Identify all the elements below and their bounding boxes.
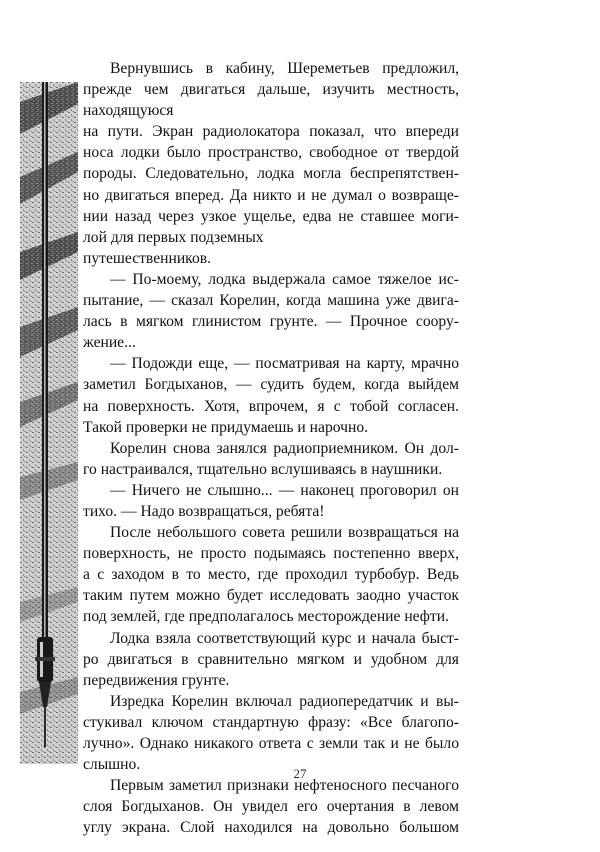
text-line: поверхность, не просто подымаясь постепенно вверх,	[83, 545, 459, 563]
text-line: тихо. — Надо возвращаться, ребята!	[83, 502, 325, 520]
text-line: Вернувшись в кабину, Шереметьев предложил,	[110, 60, 459, 77]
text-line: После небольшого совета решили возвращаться на	[110, 524, 459, 542]
paragraph	[83, 480, 459, 522]
text-line: находящуюся	[83, 102, 174, 120]
text-line: — Подожди еще, — посматривая на карту, мрачно	[110, 355, 459, 373]
text-line: породы. Следовательно, лодка могла беспрепятствен-	[83, 165, 459, 183]
text-line: а с заходом в то место, где проходил турбобур. Ведь	[83, 566, 459, 584]
body-text	[83, 58, 459, 838]
text-line: заметил Богдыханов, — судить будем, когда выйдем	[83, 376, 459, 394]
paragraph	[83, 58, 459, 121]
text-line: пытание, — сказал Корелин, когда машина уже двига-	[83, 292, 459, 310]
paragraph	[83, 121, 459, 248]
margin-illustration	[20, 82, 78, 764]
text-line: но двигаться вперед. Да никто и не думал о возвраще-	[83, 186, 459, 204]
paragraph	[83, 269, 459, 353]
text-line: путешественников.	[83, 249, 212, 267]
text-line: жение...	[83, 334, 136, 352]
text-line: лучно». Однако никакого ответа с земли так и не было	[83, 735, 459, 752]
text-line: углу экрана. Слой находился на довольно большом	[83, 819, 459, 837]
text-line: лой для первых подземных	[83, 228, 264, 246]
page-number: 27	[293, 766, 307, 781]
text-line: на поверхность. Хотя, впрочем, я с тобой согласен.	[83, 397, 459, 415]
text-line: слоя Богдыханов. Он увидел его очертания в левом	[83, 798, 459, 816]
paragraph	[83, 438, 459, 480]
paragraph	[83, 353, 459, 437]
text-line: — Ничего не слышно... — наконец проговорил он	[110, 481, 459, 499]
text-line: Такой проверки не придумаешь и нарочно.	[83, 418, 369, 436]
text-line: слышно.	[83, 756, 141, 774]
text-line: лась в мягком глинистом грунте. — Прочное соору-	[83, 313, 459, 331]
text-line: — По-моему, лодка выдержала самое тяжелое ис-	[110, 270, 459, 288]
paragraph	[83, 248, 459, 269]
text-line: Первым заметил признаки нефтеносного песчаного	[110, 777, 459, 795]
text-line: таким путем можно будет исследовать заодно участок	[83, 587, 459, 605]
paragraph	[83, 691, 459, 775]
text-line: носа лодки было пространство, свободное от твердой	[83, 144, 459, 162]
text-line: го настраивался, тщательно вслушиваясь в наушники.	[83, 460, 443, 478]
paragraph	[83, 628, 459, 691]
text-line: Лодка взяла соответствующий курс и начала быст-	[110, 629, 459, 647]
paragraph	[83, 775, 459, 838]
text-line: на пути. Экран радиолокатора показал, что впереди	[83, 123, 459, 141]
text-line: стукивал ключом стандартную фразу: «Все благопо-	[83, 713, 459, 731]
text-line: нии назад через узкое ущелье, едва не ставшее моги-	[83, 207, 459, 225]
text-line: ро двигаться в сравнительно мягком и удобном для	[83, 650, 459, 668]
drill-rock-illustration	[20, 82, 78, 764]
text-line: передвижения грунте.	[83, 671, 230, 689]
text-line: Изредка Корелин включал радиопередатчик и вы-	[110, 692, 459, 710]
text-line: под землей, где предполагалось месторождение нефти.	[83, 608, 449, 626]
text-line: Корелин снова занялся радиоприемником. Он дол-	[110, 439, 459, 457]
paragraph	[83, 522, 459, 627]
text-line: прежде чем двигаться дальше, изучить местность,	[83, 81, 459, 99]
